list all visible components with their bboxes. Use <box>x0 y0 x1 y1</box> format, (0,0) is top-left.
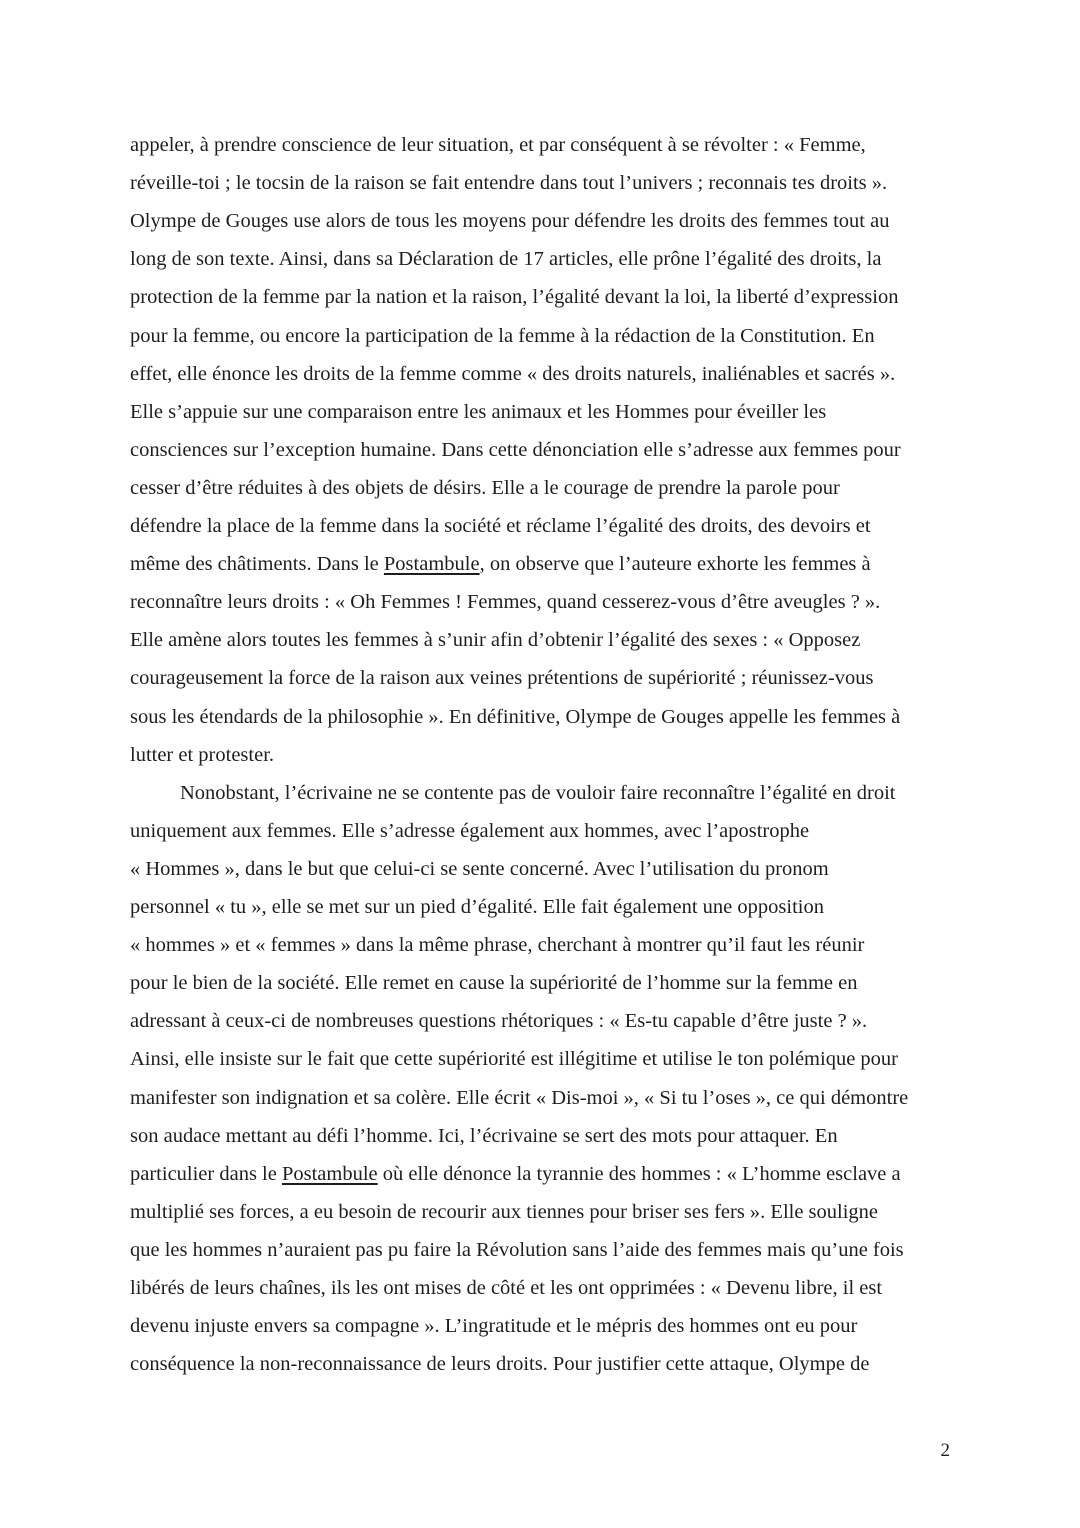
text-segment: lutter et protester. <box>130 743 275 766</box>
text-segment: que les hommes n’auraient pas pu faire la Révolution sans l’aide des femmes mais qu’une fois <box>130 1238 904 1261</box>
text-line <box>130 926 960 964</box>
text-segment: reconnaître leurs droits : « Oh Femmes ! Femmes, quand cesserez-vous d’être aveugles ? ». <box>130 591 881 614</box>
text-line <box>130 850 960 888</box>
text-segment: courageusement la force de la raison aux veines prétentions de supériorité ; réunissez-vous <box>130 667 874 690</box>
text-line <box>130 202 960 240</box>
text-segment: adressant à ceux-ci de nombreuses questions rhétoriques : « Es-tu capable d’être juste ? ». <box>130 1010 868 1033</box>
text-line <box>130 545 960 583</box>
text-segment: Elle amène alors toutes les femmes à s’unir afin d’obtenir l’égalité des sexes : « Opposez <box>130 629 861 652</box>
text-segment: où elle dénonce la tyrannie des hommes : « L’homme esclave a <box>377 1162 901 1185</box>
text-line <box>130 1269 960 1307</box>
text-line <box>130 698 960 736</box>
text-line <box>130 888 960 926</box>
text-line <box>130 621 960 659</box>
text-segment: protection de la femme par la nation et la raison, l’égalité devant la loi, la liberté d’expression <box>130 286 899 309</box>
underlined-title: Postambule <box>281 1162 378 1185</box>
text-line <box>130 1231 960 1269</box>
text-segment: Elle s’appuie sur une comparaison entre les animaux et les Hommes pour éveiller les <box>130 400 827 423</box>
text-line <box>130 278 960 316</box>
text-line <box>130 1193 960 1231</box>
page-number: 2 <box>940 1440 950 1461</box>
text-segment: même des châtiments. Dans le <box>130 553 384 576</box>
text-segment: pour le bien de la société. Elle remet en cause la supériorité de l’homme sur la femme en <box>130 972 858 995</box>
text-segment: Olympe de Gouges use alors de tous les moyens pour défendre les droits des femmes tout au <box>130 210 890 233</box>
text-segment: devenu injuste envers sa compagne ». L’ingratitude et le mépris des hommes ont eu pour <box>130 1315 858 1338</box>
text-segment: sous les étendards de la philosophie ». En définitive, Olympe de Gouges appelle les femmes à <box>130 705 901 728</box>
text-segment: , on observe que l’auteure exhorte les femmes à <box>479 553 871 576</box>
text-line <box>130 736 960 774</box>
text-line <box>130 1002 960 1040</box>
text-line <box>130 240 960 278</box>
text-line <box>130 507 960 545</box>
text-segment: « Hommes », dans le but que celui-ci se sente concerné. Avec l’utilisation du pronom <box>130 857 829 880</box>
text-line <box>130 469 960 507</box>
text-segment: particulier dans le <box>130 1162 282 1185</box>
text-line <box>130 964 960 1002</box>
text-segment: multiplié ses forces, a eu besoin de recourir aux tiennes pour briser ses fers ». Elle souligne <box>130 1200 879 1223</box>
text-line <box>130 126 960 164</box>
text-segment: manifester son indignation et sa colère. Elle écrit « Dis-moi », « Si tu l’oses », ce qui démontre <box>130 1086 909 1109</box>
text-segment: Nonobstant, l’écrivaine ne se contente pas de vouloir faire reconnaître l’égalité en droit <box>180 781 896 804</box>
text-segment: appeler, à prendre conscience de leur situation, et par conséquent à se révolter : « Femme, <box>130 134 866 156</box>
text-line <box>130 1117 960 1155</box>
text-segment: consciences sur l’exception humaine. Dans cette dénonciation elle s’adresse aux femmes pour <box>130 438 901 461</box>
text-segment: réveille-toi ; le tocsin de la raison se fait entendre dans tout l’univers ; reconnais tes droits ». <box>130 172 888 195</box>
text-line <box>130 583 960 621</box>
text-line <box>130 355 960 393</box>
underlined-title: Postambule <box>383 553 480 576</box>
text-segment: libérés de leurs chaînes, ils les ont mises de côté et les ont opprimées : « Devenu libre, il est <box>130 1277 883 1299</box>
text-line <box>130 1345 960 1383</box>
text-line <box>130 1155 960 1193</box>
text-line <box>130 659 960 697</box>
text-line <box>130 164 960 202</box>
text-line <box>130 1307 960 1345</box>
text-segment: uniquement aux femmes. Elle s’adresse également aux hommes, avec l’apostrophe <box>130 819 810 842</box>
text-segment: pour la femme, ou encore la participation de la femme à la rédaction de la Constitution. En <box>130 324 875 347</box>
text-segment: effet, elle énonce les droits de la femme comme « des droits naturels, inaliénables et sacrés ». <box>130 362 896 385</box>
text-segment: « hommes » et « femmes » dans la même phrase, cherchant à montrer qu’il faut les réunir <box>130 934 865 957</box>
text-line <box>130 431 960 469</box>
text-segment: long de son texte. Ainsi, dans sa Déclaration de 17 articles, elle prône l’égalité des droits, la <box>130 248 882 271</box>
text-line <box>130 317 960 355</box>
text-segment: cesser d’être réduites à des objets de désirs. Elle a le courage de prendre la parole pour <box>130 476 840 499</box>
text-line <box>180 774 1010 812</box>
text-line <box>130 1079 960 1117</box>
text-line <box>130 1040 960 1078</box>
text-segment: personnel « tu », elle se met sur un pied d’égalité. Elle fait également une opposition <box>130 896 824 918</box>
text-segment: son audace mettant au défi l’homme. Ici, l’écrivaine se sert des mots pour attaquer. En <box>130 1124 838 1147</box>
text-segment: Ainsi, elle insiste sur le fait que cette supériorité est illégitime et utilise le ton polémique pour <box>130 1048 898 1071</box>
text-segment: conséquence la non-reconnaissance de leurs droits. Pour justifier cette attaque, Olympe de <box>130 1353 870 1376</box>
text-line <box>130 812 960 850</box>
text-segment: défendre la place de la femme dans la société et réclame l’égalité des droits, des devoirs et <box>130 515 871 537</box>
text-line <box>130 393 960 431</box>
